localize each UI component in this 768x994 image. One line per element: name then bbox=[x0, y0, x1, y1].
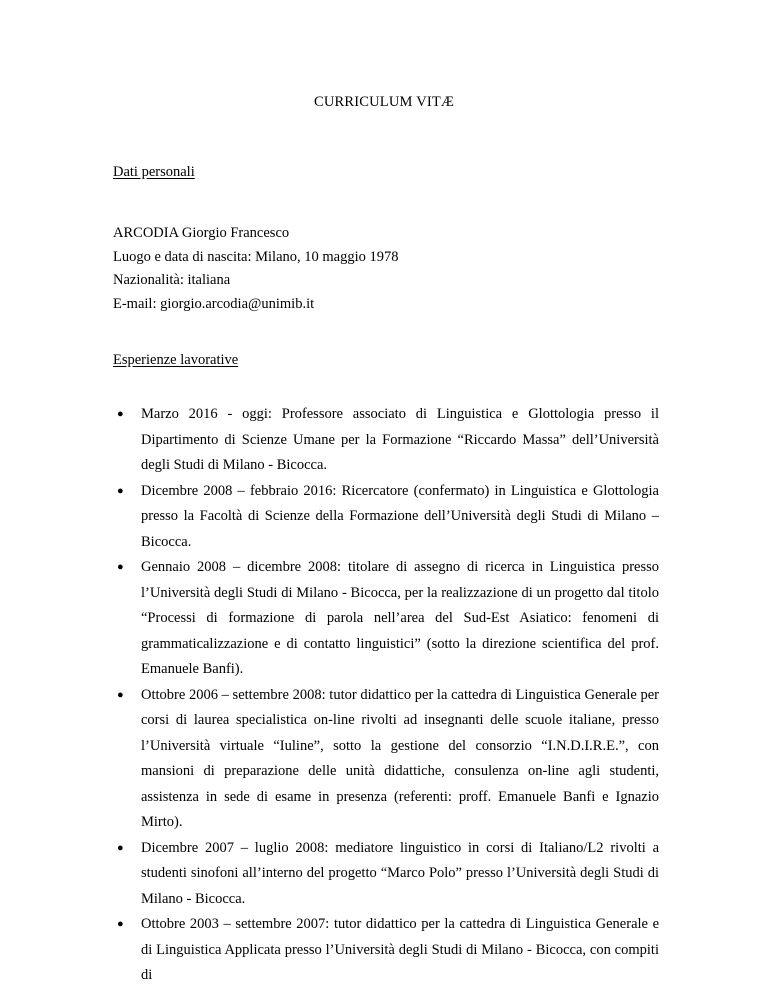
list-item bbox=[113, 479, 659, 556]
list-item-text: Ottobre 2003 – settembre 2007: tutor didattico per la cattedra di Linguistica Generale e di Linguistica Applicata presso l’Università degli Studi di Milano - Bicocca, con compiti di bbox=[141, 916, 659, 983]
personal-data-heading: Dati personali bbox=[113, 164, 195, 180]
list-item bbox=[113, 836, 659, 913]
work-experience-heading: Esperienze lavorative bbox=[113, 352, 239, 368]
birth-info: Luogo e data di nascita: Milano, 10 maggio 1978 bbox=[113, 248, 399, 265]
list-item bbox=[113, 555, 659, 683]
full-name: ARCODIA Giorgio Francesco bbox=[113, 225, 290, 241]
list-item-text: Dicembre 2007 – luglio 2008: mediatore linguistico in corsi di Italiano/L2 rivolti a studenti sinofoni all’interno del progetto “Marco Polo” presso l’Università degli Studi di Milano - Bicocca. bbox=[141, 839, 659, 907]
list-item-text: Marzo 2016 - oggi: Professore associato di Linguistica e Glottologia presso il Dipartimento di Scienze Umane per la Formazione “Riccardo Massa” dell’Università degli Studi di Milano - Bicocca. bbox=[141, 406, 659, 473]
list-item bbox=[113, 683, 659, 836]
bullet-icon: ● bbox=[117, 408, 124, 420]
bullet-icon: ● bbox=[117, 688, 124, 701]
nationality: Nazionalità: italiana bbox=[113, 272, 231, 288]
list-item-text: Ottobre 2006 – settembre 2008: tutor didattico per la cattedra di Linguistica Generale per corsi di laurea specialistica on-line rivolti ad insegnanti delle scuole italiane, presso l’Università virtuale “Iuline”, sotto la gestione del consorzio “I.N.D.I.R.E.”, con mansioni di preparazione delle unità didattiche, consulenza on-line agli studenti, assistenza in sede di esame in presenza (referenti: proff. Emanuele Banfi e Ignazio Mirto). bbox=[141, 686, 659, 830]
bullet-icon: ● bbox=[117, 841, 124, 854]
list-item-text: Dicembre 2008 – febbraio 2016: Ricercatore (confermato) in Linguistica e Glottologia presso la Facoltà di Scienze della Formazione dell’Università degli Studi di Milano – Bicocca. bbox=[141, 482, 659, 550]
personal-data-block bbox=[113, 222, 399, 316]
list-item bbox=[113, 912, 659, 989]
bullet-icon: ● bbox=[117, 561, 124, 573]
list-item bbox=[113, 402, 659, 479]
document-title: CURRICULUM VITÆ bbox=[313, 94, 455, 110]
bullet-icon: ● bbox=[117, 918, 124, 930]
email-address: E-mail: giorgio.arcodia@unimib.it bbox=[113, 295, 315, 312]
work-experience-list bbox=[113, 402, 659, 989]
bullet-icon: ● bbox=[117, 484, 124, 497]
list-item-text: Gennaio 2008 – dicembre 2008: titolare di assegno di ricerca in Linguistica presso l’Università degli Studi di Milano - Bicocca, per la realizzazione di un progetto dal titolo “Processi di formazione di parola nell’area del Sud-Est Asiatico: fenomeni di grammaticalizzazione e di contatto linguistici” (sotto la direzione scientifica del prof. Emanuele Banfi). bbox=[141, 559, 659, 677]
